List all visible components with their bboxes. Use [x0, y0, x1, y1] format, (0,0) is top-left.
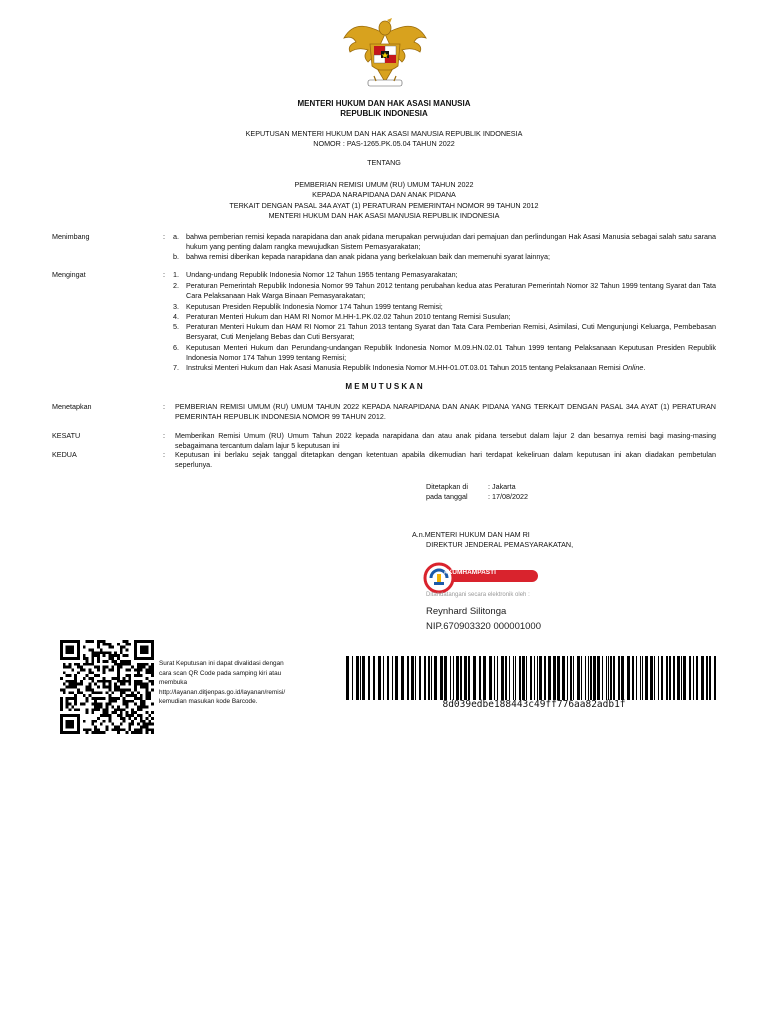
mengingat-item: Undang-undang Republik Indonesia Nomor 12 Tahun 1955 tentang Pemasyarakatan;: [186, 270, 458, 279]
date-value: : 17/08/2022: [488, 492, 528, 501]
colon: :: [163, 270, 165, 279]
kedua-text: Keputusan ini berlaku sejak tanggal ditetapkan dengan ketentuan apabila dikemudian hari terdapat kekeliruan dalam keputusan ini akan diadakan pembetulan seperlunya.: [175, 450, 716, 469]
garuda-emblem: [340, 14, 430, 92]
mengingat-label: Mengingat: [52, 270, 86, 279]
list-number: 1.: [173, 270, 179, 279]
mengingat-item: Keputusan Menteri Hukum dan Perundang-undangan Republik Indonesia Nomor M.09.HN.02.01 Tahun 1999 tentang Pelaksanaan Keputusan Presiden Republik Indonesia Nomor 174 Tahun 1999 tentang Remisi;: [186, 343, 716, 362]
mengingat-item: Peraturan Menteri Hukum dan HAM RI Nomor M.HH-1.PK.02.02 Tahun 2010 tentang Remisi Susulan;: [186, 312, 511, 321]
menetapkan-text: PEMBERIAN REMISI UMUM (RU) UMUM TAHUN 2022 KEPADA NARAPIDANA DAN ANAK PIDANA YANG TERKAIT DENGAN PASAL 34A AYAT (1) PERATURAN PEMERINTAH REPUBLIK INDONESIA NOMOR 99 TAHUN 2012.: [175, 402, 716, 421]
subject-line: MENTERI HUKUM DAN HAK ASASI MANUSIA REPUBLIK INDONESIA: [268, 211, 500, 220]
menimbang-item: bahwa remisi diberikan kepada narapidana dan anak pidana yang berkelakuan baik dan memenuhi syarat lainnya;: [186, 252, 551, 261]
date-label: pada tanggal: [426, 492, 468, 501]
validation-line: kemudian masukan kode Barcode.: [159, 698, 258, 705]
validation-line: membuka: [159, 679, 188, 686]
mengingat-item: Peraturan Pemerintah Republik Indonesia Nomor 99 Tahun 2012 tentang perubahan kedua atas Peraturan Pemerintah Nomor 32 Tahun 1999 tentang Syarat dan Tata Cara Pelaksanaan Hak Warga Binaan Pemasyarakatan;: [186, 281, 716, 300]
logo-text: #KUMHAMPASTI: [444, 569, 496, 576]
header-line1: MENTERI HUKUM DAN HAK ASASI MANUSIA: [297, 99, 471, 108]
subject-line: PEMBERIAN REMISI UMUM (RU) UMUM TAHUN 2022: [294, 180, 474, 189]
barcode-code: 8d039edbe188443c49ff776aa82adb1f: [442, 699, 626, 710]
barcode: [344, 656, 718, 700]
validation-url[interactable]: http://layanan.ditjenpas.go.id/layanan/remisi/: [159, 688, 286, 696]
kesatu-label: KESATU: [52, 431, 81, 440]
on-behalf-line: A.n.MENTERI HUKUM DAN HAM RI: [412, 530, 530, 539]
menimbang-label: Menimbang: [52, 232, 90, 241]
colon: :: [163, 232, 165, 241]
tentang-label: TENTANG: [367, 158, 401, 167]
list-number: b.: [173, 252, 179, 261]
colon: :: [163, 402, 165, 411]
list-number: 3.: [173, 302, 179, 311]
kesatu-text: Memberikan Remisi Umum (RU) Umum Tahun 2022 kepada narapidana dan atau anak pidana tersebut dalam lajur 2 dan besarnya remisi bagi masing-masing sebagaimana tercantum dalam lajur 5 keputusan ini: [175, 431, 716, 450]
subject-line: TERKAIT DENGAN PASAL 34A AYAT (1) PERATURAN PEMERINTAH NOMOR 99 TAHUN 2012: [229, 201, 539, 210]
subject-line: KEPADA NARAPIDANA DAN ANAK PIDANA: [312, 190, 456, 199]
kedua-label: KEDUA: [52, 450, 77, 459]
position-line: DIREKTUR JENDERAL PEMASYARAKATAN,: [426, 540, 574, 549]
signed-note: Ditandatangani secara elektronik oleh :: [426, 592, 530, 598]
list-number: a.: [173, 232, 179, 241]
list-number: 4.: [173, 312, 179, 321]
validation-line: Surat Keputusan ini dapat divalidasi dengan: [159, 660, 284, 667]
mengingat-item: [186, 363, 716, 373]
item-italic: Online: [622, 363, 644, 372]
menetapkan-label: Menetapkan: [52, 402, 92, 411]
place-label: Ditetapkan di: [426, 482, 468, 491]
colon: :: [163, 450, 165, 459]
item-end: .: [643, 363, 646, 372]
decree-number: NOMOR : PAS-1265.PK.05.04 TAHUN 2022: [313, 139, 455, 148]
mengingat-item: Peraturan Menteri Hukum dan HAM RI Nomor 21 Tahun 2013 tentang Syarat dan Tata Cara Pemberian Remisi, Asimilasi, Cuti Mengunjungi Keluarga, Pembebasan Bersyarat, Cuti Menjelang Bebas dan Cuti Bersyarat;: [186, 322, 716, 341]
validation-line: cara scan QR Code pada samping kiri atau: [159, 669, 282, 677]
menimbang-item: bahwa pemberian remisi kepada narapidana dan anak pidana merupakan perwujudan dari pemajuan dan perlindungan Hak Asasi Manusia sebagai salah satu sarana hukum yang penting dalam rangka mewujudkan Sistem Pemasyarakatan;: [186, 232, 716, 251]
place-value: : Jakarta: [488, 482, 516, 491]
signatory-nip: NIP.670903320 000001000: [426, 621, 541, 632]
list-number: 7.: [173, 363, 179, 372]
list-number: 2.: [173, 281, 179, 290]
header-line2: REPUBLIK INDONESIA: [340, 109, 428, 118]
memutuskan-heading: M E M U T U S K A N: [345, 382, 423, 391]
colon: :: [163, 431, 165, 440]
qr-code[interactable]: [60, 640, 154, 734]
list-number: 6.: [173, 343, 179, 352]
mengingat-item: Keputusan Presiden Republik Indonesia Nomor 174 Tahun 1999 tentang Remisi;: [186, 302, 443, 311]
signatory-name: Reynhard Silitonga: [426, 606, 507, 617]
list-number: 5.: [173, 322, 179, 331]
decree-title: KEPUTUSAN MENTERI HUKUM DAN HAK ASASI MANUSIA REPUBLIK INDONESIA: [245, 129, 523, 138]
item-text: Instruksi Menteri Hukum dan Hak Asasi Manusia Republik Indonesia Nomor M.HH-01.0T.03.01 Tahun 2015 tentang Pelaksanaan Remisi: [186, 363, 621, 372]
